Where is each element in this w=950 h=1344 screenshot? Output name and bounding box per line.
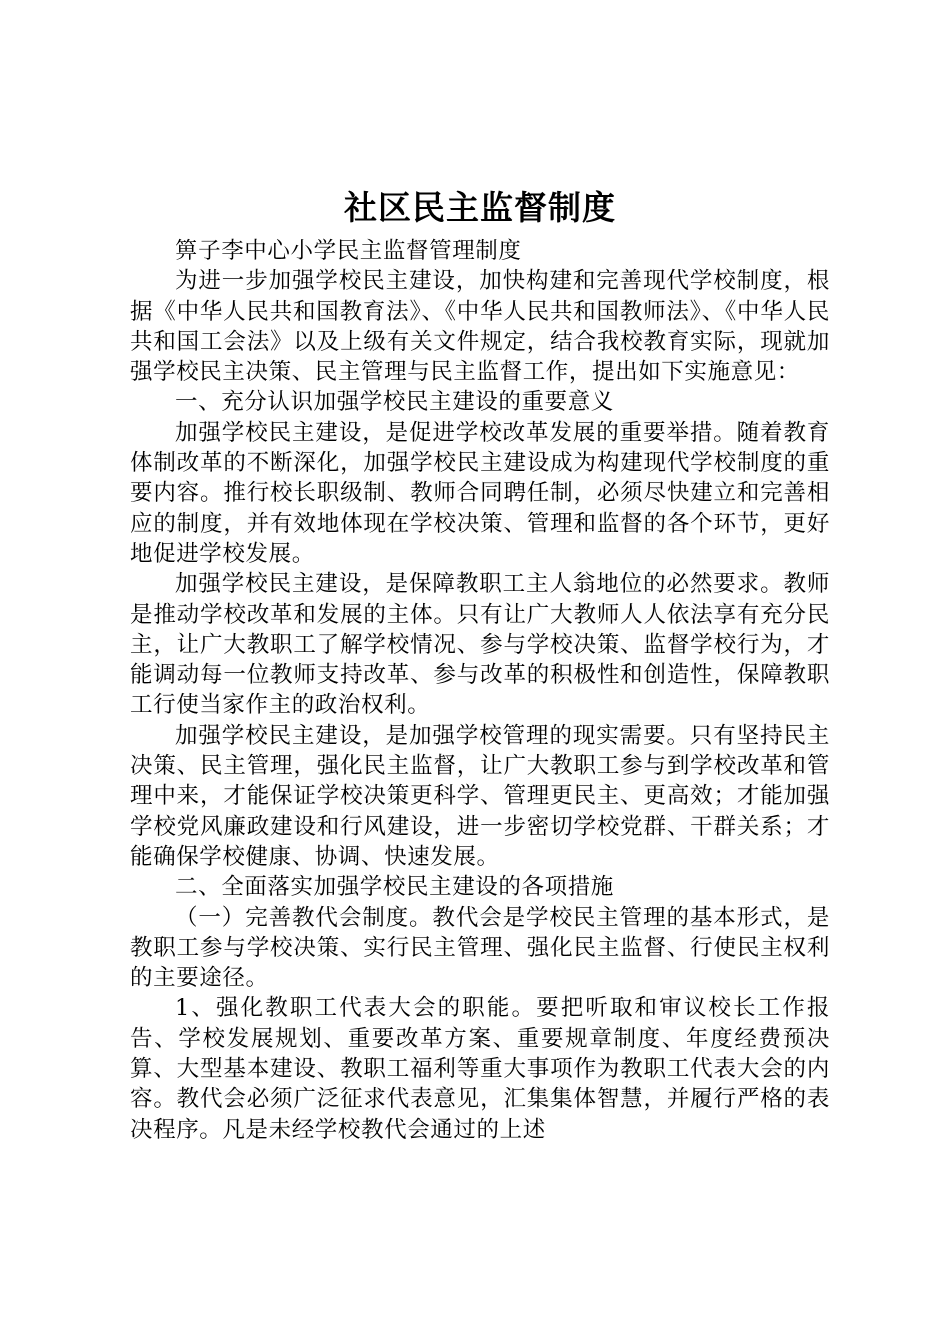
section-heading-1: 一、充分认识加强学校民主建设的重要意义 [175, 389, 614, 416]
document-page [130, 182, 830, 1145]
section-heading-2: 二、全面落实加强学校民主建设的各项措施 [175, 874, 614, 901]
body-paragraph: 加强学校民主建设，是促进学校改革发展的重要举措。随着教育体制改革的不断深化，加强学校民主建设成为构建现代学校制度的重要内容。推行校长职级制、教师合同聘任制，必须尽快建立和完善相应的制度，并有效地体现在学校决策、管理和监督的各个环节，更好地促进学校发展。 [130, 419, 830, 567]
document-subtitle: 箅子李中心小学民主监督管理制度 [175, 238, 522, 264]
subsection-paragraph: （一）完善教代会制度。教代会是学校民主管理的基本形式，是教职工参与学校决策、实行民主管理、强化民主监督、行使民主权利的主要途径。 [130, 904, 830, 992]
body-paragraph: 加强学校民主建设，是保障教职工主人翁地位的必然要求。教师是推动学校改革和发展的主体。只有让广大教师人人依法享有充分民主，让广大教职工了解学校情况、参与学校决策、监督学校行为，才能调动每一位教师支持改革、参与改革的积极性和创造性，保障教职工行使当家作主的政治权利。 [130, 571, 830, 719]
intro-paragraph: 为进一步加强学校民主建设，加快构建和完善现代学校制度，根据《中华人民共和国教育法》、《中华人民共和国教师法》、《中华人民共和国工会法》以及上级有关文件规定，结合我校教育实际，现就加强学校民主决策、民主管理与民主监督工作，提出如下实施意见： [130, 268, 830, 386]
numbered-paragraph: 1、强化教职工代表大会的职能。要把听取和审议校长工作报告、学校发展规划、重要改革方案、重要规章制度、年度经费预决算、大型基本建设、教职工福利等重大事项作为教职工代表大会的内容。教代会必须广泛征求代表意见，汇集集体智慧，并履行严格的表决程序。凡是未经学校教代会通过的上述 [130, 995, 830, 1143]
document-title: 社区民主监督制度 [344, 188, 616, 227]
body-paragraph: 加强学校民主建设，是加强学校管理的现实需要。只有坚持民主决策、民主管理，强化民主监督，让广大教职工参与到学校改革和管理中来，才能保证学校决策更科学、管理更民主、更高效；才能加强学校党风廉政建设和行风建设，进一步密切学校党群、干群关系；才能确保学校健康、协调、快速发展。 [130, 722, 830, 870]
